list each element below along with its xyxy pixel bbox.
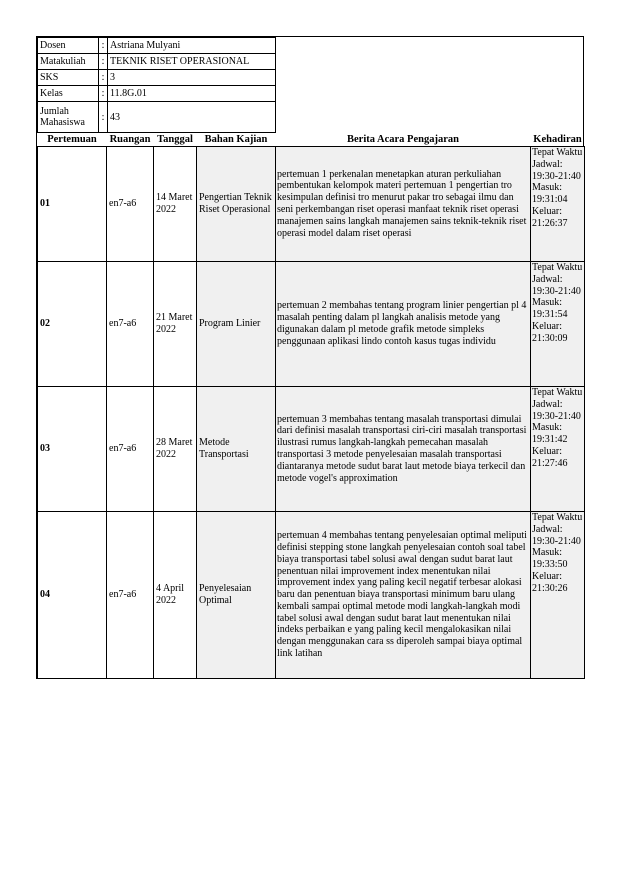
info-label: SKS [38, 70, 99, 86]
cell-pertemuan: 01 [38, 147, 107, 262]
header-pertemuan: Pertemuan [47, 134, 97, 145]
cell-pertemuan: 03 [38, 387, 107, 512]
cell-tanggal: 4 April 2022 [154, 512, 197, 679]
cell-pertemuan: 02 [38, 262, 107, 387]
info-value-jumlah: 43 [108, 102, 276, 133]
info-colon: : [99, 102, 108, 133]
info-colon: : [99, 38, 108, 54]
cell-bahan-kajian: Program Linier [197, 262, 276, 387]
header-berita-acara: Berita Acara Pengajaran [347, 134, 459, 145]
info-row-kelas [38, 86, 276, 102]
cell-kehadiran: Tepat Waktu Jadwal: 19:30-21:40 Masuk: 19:31:54 Keluar: 21:30:09 [531, 262, 585, 387]
header-ruangan: Ruangan [109, 134, 151, 145]
table-row [38, 512, 585, 679]
info-colon: : [99, 86, 108, 102]
cell-berita-acara: pertemuan 2 membahas tentang program linier pengertian pl 4 masalah penting dalam pl langkah analisis metode yang digunakan dalam pl metode grafik metode simpleks penggunaan aplikasi lindo contoh kasus tugas individu [276, 262, 531, 387]
cell-tanggal: 14 Maret 2022 [154, 147, 197, 262]
info-label: Jumlah Mahasiswa [38, 102, 99, 133]
info-row-matakuliah [38, 54, 276, 70]
info-row-jumlah [38, 102, 276, 133]
cell-bahan-kajian: Penyelesaian Optimal [197, 512, 276, 679]
table-row [38, 262, 585, 387]
table-row [38, 387, 585, 512]
info-value-kelas: 11.8G.01 [108, 86, 276, 102]
info-label: Dosen [38, 38, 99, 54]
header-bahan-kajian: Bahan Kajian [204, 134, 268, 145]
cell-kehadiran: Tepat Waktu Jadwal: 19:30-21:40 Masuk: 19:33:50 Keluar: 21:30:26 [531, 512, 585, 679]
info-row-dosen [38, 38, 276, 54]
cell-bahan-kajian: Metode Transportasi [197, 387, 276, 512]
cell-berita-acara: pertemuan 1 perkenalan menetapkan aturan perkuliahan pembentukan kelompok materi pertemuan 1 pengertian tro kesimpulan definisi tro menurut pakar tro sebagai ilmu dan seni perkembangan riset operasi manfaat teknik riset operasi manajemen sains langkah manajemen sains teknik-teknik riset operasi model dalam riset operasi [276, 147, 531, 262]
document-page [36, 36, 584, 679]
info-value-sks: 3 [108, 70, 276, 86]
cell-tanggal: 28 Maret 2022 [154, 387, 197, 512]
course-info-table [37, 37, 276, 133]
cell-ruangan: en7-a6 [107, 387, 154, 512]
info-colon: : [99, 70, 108, 86]
info-value-matakuliah: TEKNIK RISET OPERASIONAL [108, 54, 276, 70]
info-label: Matakuliah [38, 54, 99, 70]
cell-pertemuan: 04 [38, 512, 107, 679]
attendance-report [36, 36, 584, 679]
cell-bahan-kajian: Pengertian Teknik Riset Operasional [197, 147, 276, 262]
info-value-dosen: Astriana Mulyani [108, 38, 276, 54]
cell-ruangan: en7-a6 [107, 262, 154, 387]
cell-ruangan: en7-a6 [107, 512, 154, 679]
table-row [38, 147, 585, 262]
cell-tanggal: 21 Maret 2022 [154, 262, 197, 387]
cell-kehadiran: Tepat Waktu Jadwal: 19:30-21:40 Masuk: 19:31:42 Keluar: 21:27:46 [531, 387, 585, 512]
cell-kehadiran: Tepat Waktu Jadwal: 19:30-21:40 Masuk: 19:31:04 Keluar: 21:26:37 [531, 147, 585, 262]
teaching-log-table [37, 133, 585, 679]
info-colon: : [99, 54, 108, 70]
header-tanggal: Tanggal [157, 134, 193, 145]
cell-berita-acara: pertemuan 3 membahas tentang masalah transportasi dimulai dari definisi masalah transportasi ciri-ciri masalah transportasi ilustrasi rumus langkah-langkah pemecahan masalah transportasi 3 metode penyelesaian masalah transportasi diantaranya metode sudut barat laut metode biaya terkecil dan metode vogel's approximation [276, 387, 531, 512]
cell-berita-acara: pertemuan 4 membahas tentang penyelesaian optimal meliputi definisi stepping stone langkah penyelesaian contoh soal tabel biaya transportasi tabel solusi awal dengan sudut barat laut penentuan nilai improvement index menentukan nilai improvement index yang paling kecil negatif terbesar alokasi baru dan penentuan biaya transportasi minimum baru ulang kembali sampai optimal metode modi langkah-langkah modi tabel solusi awal dengan sudut barat laut menentukan nilai indeks perbaikan e yang paling kecil mengalokasikan nilai dengan menggunakan cara ss diperoleh sampai biaya optimal link latihan [276, 512, 531, 679]
cell-ruangan: en7-a6 [107, 147, 154, 262]
header-kehadiran: Kehadiran [533, 134, 582, 145]
info-row-sks [38, 70, 276, 86]
table-header-row [38, 133, 585, 147]
info-label: Kelas [38, 86, 99, 102]
